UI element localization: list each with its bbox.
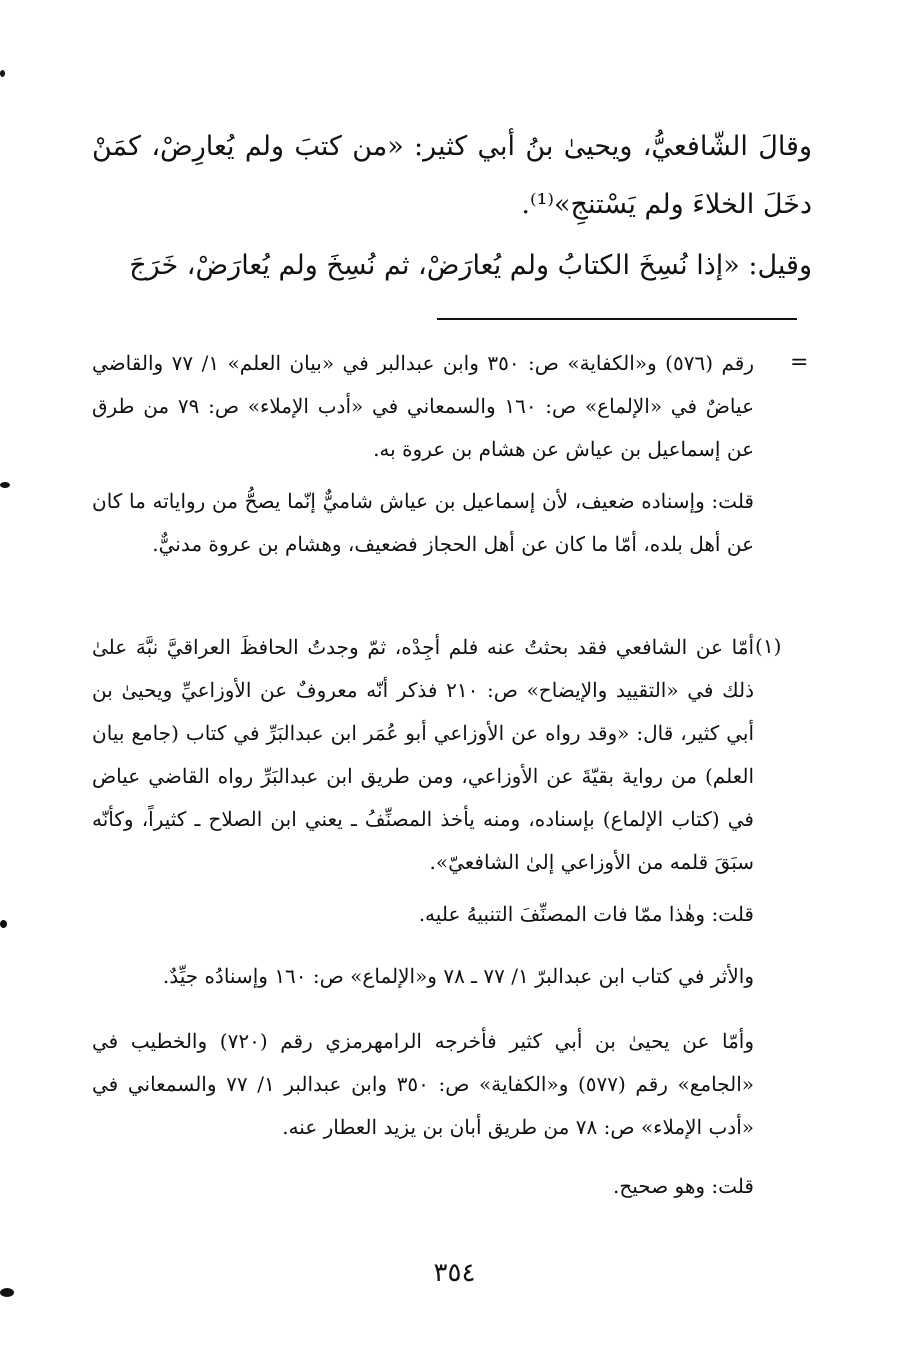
footnote-1-reference <box>92 955 754 998</box>
footnote-paragraph: رقم (٥٧٦) و«الكفاية» ص: ٣٥٠ وابن عبدالبر في «بيان العلم» ١/ ٧٧ والقاضي عياضٌ في «الإلماع» ص: ١٦٠ والسمعاني في «أدب الإملاء» ص: ٧٩ من طرق عن إسماعيل بن عياش عن هشام بن عروة به. <box>92 351 755 461</box>
footnote-1-body <box>92 626 754 884</box>
scan-speck <box>0 920 7 928</box>
footnote-1-verdict <box>92 1165 754 1208</box>
scan-speck <box>0 70 5 77</box>
scan-speck <box>0 482 10 488</box>
footnote-paragraph: والأثر في كتاب ابن عبدالبرّ ١/ ٧٧ ـ ٧٨ و«الإلماع» ص: ١٦٠ وإسنادُه جيِّدٌ. <box>162 964 754 988</box>
main-paragraph: وقالَ الشّافعيُّ، ويحيىٰ بنُ أبي كثير: «من كتبَ ولم يُعارِضْ، كمَنْ دخَلَ الخلاءَ ولم يَسْتنجِ»⁽¹⁾. <box>92 131 812 220</box>
main-text <box>92 118 812 234</box>
footnote-paragraph: قلت: وهو صحيح. <box>612 1174 754 1198</box>
footnote-continuation-comment <box>92 480 754 566</box>
footnote-number: (١) <box>755 634 782 658</box>
page-number: ٣٥٤ <box>433 1258 476 1288</box>
scan-speck <box>0 1288 14 1297</box>
footnote-continuation-marker: = <box>790 350 809 375</box>
footnote-paragraph: أمّا عن الشافعي فقد بحثتُ عنه فلم أجِدْه، ثمّ وجدتُ الحافظَ العراقيَّ نبَّهَ علىٰ ذلك في «التقييد والإيضاح» ص: ٢١٠ فذكر أنّه معروفٌ عن الأوزاعيِّ ويحيىٰ بن أبي كثير، قال: «وقد رواه عن الأوزاعي أبو عُمَر ابن عبدالبَرِّ في كتاب (جامع بيان العلم) من رواية بقيّةَ عن الأوزاعي، ومن طريق ابن عبدالبَرِّ رواه القاضي عياض في (كتاب الإلماع) بإسناده، ومنه يأخذ المصنِّفُ ـ يعني ابن الصلاح ـ كثيراً، وكأنّه سبَقَ قلمه من الأوزاعي إلىٰ الشافعيّ». <box>92 635 755 874</box>
footnote-paragraph: وأمّا عن يحيىٰ بن أبي كثير فأخرجه الرامهرمزي رقم (٧٢٠) والخطيب في «الجامع» رقم (٥٧٧) و«الكفاية» ص: ٣٥٠ وابن عبدالبر ١/ ٧٧ والسمعاني في «أدب الإملاء» ص: ٧٨ من طريق أبان بن يزيد العطار عنه. <box>92 1029 755 1139</box>
footnote-paragraph: قلت: وهٰذا ممّا فات المصنِّفَ التنبيهُ عليه. <box>418 902 754 926</box>
footnote-paragraph: قلت: وإسناده ضعيف، لأن إسماعيل بن عياش شاميٌّ إنّما يصحُّ من رواياته ما كان عن أهل بلده، أمّا ما كان عن أهل الحجاز فضعيف، وهشام بن عروة مدنيٌّ. <box>92 489 754 556</box>
main-text-continued <box>92 237 812 295</box>
footnote-separator <box>437 318 797 320</box>
main-paragraph: وقيل: «إذا نُسِخَ الكتابُ ولم يُعارَضْ، ثم نُسِخَ ولم يُعارَضْ، خَرَجَ <box>129 250 812 281</box>
footnote-continuation <box>92 342 754 471</box>
footnote-1-comment <box>92 893 754 936</box>
footnote-1-yahya <box>92 1020 754 1149</box>
